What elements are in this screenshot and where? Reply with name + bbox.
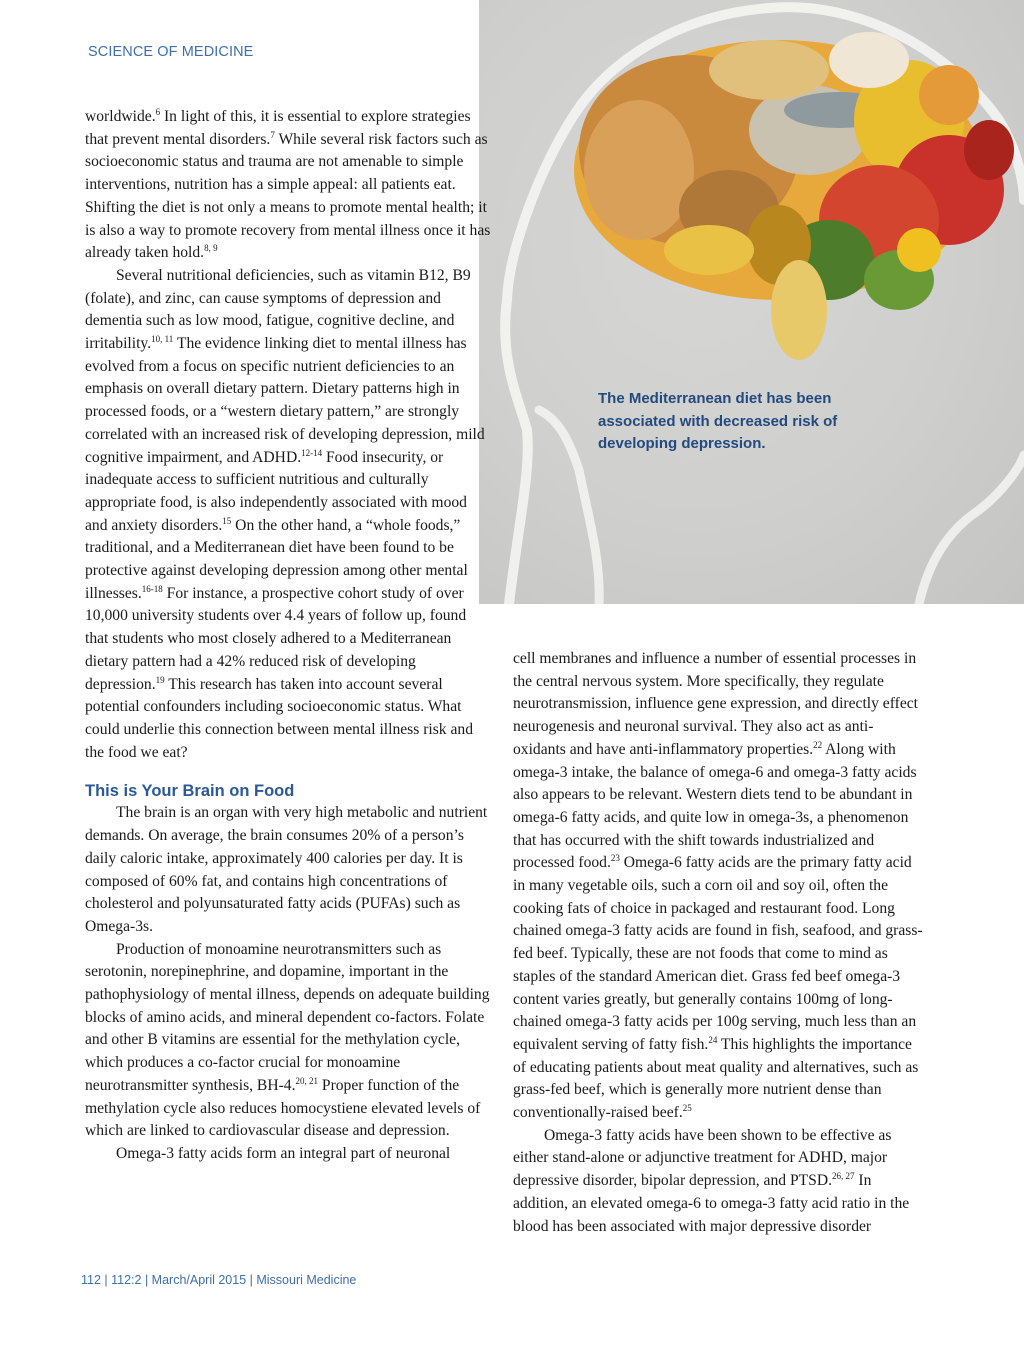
paragraph: Production of monoamine neurotransmitters such as serotonin, norepinephrine, and dopamine, important in the pathophysiology of mental illness, depends on adequate building blocks of amino acids, and mineral dependent co-factors. Folate and other B vitamins are essential for the methylation cycle, which produces a co-factor crucial for monoamine neurotransmitter synthesis, BH-4.$^{20, 21}$ Proper function of the methylation cycle also reduces homocystiene elevated levels of which are linked to cardiovascular disease and depression. xyxy=(85,940,490,1140)
footnote-ref: 15 xyxy=(222,515,232,526)
footnote-ref: 26, 27 xyxy=(832,1171,855,1182)
footnote-ref: 10, 11 xyxy=(151,334,174,345)
footnote-ref: 6 xyxy=(155,107,161,117)
footnote-ref: 24 xyxy=(708,1034,718,1045)
footnote-ref: 16-18 xyxy=(141,583,163,594)
paragraph: worldwide.$^6$ In light of this, it is essential to explore strategies that prevent mental disorders.$^7$ While several risk factors such as socioeconomic status and trauma are not amenable to simple interventions, nutrition has a simple appeal: all patients eat. Shifting the diet is not only a means to promote mental health; it is also a way to promote recovery from mental illness once it has already taken hold.$^{8, 9}$ xyxy=(85,107,491,262)
brain-food-illustration xyxy=(479,0,1024,604)
footnote-ref: 7 xyxy=(270,129,275,140)
section-heading: This is Your Brain on Food xyxy=(85,782,295,801)
footnote-ref: 12-14 xyxy=(301,447,323,458)
section-header: SCIENCE OF MEDICINE xyxy=(88,44,254,60)
right-column xyxy=(513,648,923,1238)
paragraph: cell membranes and influence a number of essential processes in the central nervous system. More specifically, they regulate neurotransmission, influence gene expression, and directly effect neurogenesis and neuronal survival. They also act as anti-oxidants and have anti-inflammatory properties.$^{22}$ Along with omega-3 intake, the balance of omega-6 and omega-3 fatty acids also appears to be relevant. Western diets tend to be abundant in omega-6 fatty acids, and quite low in omega-3s, a phenomenon that has occurred with the shift towards industrialized and processed food.$^{23}$ Omega-6 fatty acids are the primary fatty acid in many vegetable oils, such a corn oil and soy oil, often the cooking fats of choice in packaged and restaurant food. Long chained omega-3 fatty acids are found in fish, seafood, and grass-fed beef. Typically, these are not foods that come to mind as staples of the standard American diet. Grass fed beef omega-3 content varies greatly, but generally contains 100mg of long-chained omega-3 fatty acids per 100g serving, much less than an equivalent serving of fatty fish.$^{24}$ This highlights the importance of educating patients about meat quality and alternatives, such as grass-fed beef, which is generally more nutrient dense than conventionally-raised beef.$^{25}$ xyxy=(513,650,923,1122)
paragraph: Several nutritional deficiencies, such as vitamin B12, B9 (folate), and zinc, can cause symptoms of depression and dementia such as low mood, fatigue, cognitive decline, and irritability.$^{10, 11}$ The evidence linking diet to mental illness has evolved from a focus on specific nutrient deficiencies to an emphasis on overall dietary pattern. Dietary patterns high in processed foods, or a “western dietary pattern,” are strongly correlated with an increased risk of developing depression, mild cognitive impairment, and ADHD.$^{12-14}$ Food insecurity, or inadequate access to sufficient nutritious and culturally appropriate food, is also independently associated with mood and anxiety disorders.$^{15}$ On the other hand, a “whole foods,” traditional, and a Mediterranean diet have been found to be protective against developing depression among other mental illnesses.$^{16-18}$ For instance, a prospective cohort study of over 10,000 university students over 4.4 years of follow up, found that students who most closely adhered to a Mediterranean dietary pattern had a 42% reduced risk of developing depression.$^{19}$ This research has taken into account several potential confounders including socioeconomic status. What could underlie this connection between mental illness risk and the food we eat? xyxy=(85,266,485,761)
paragraph: Omega-3 fatty acids form an integral part of neuronal xyxy=(116,1144,451,1162)
footnote-ref: 19 xyxy=(155,674,165,685)
left-column xyxy=(85,106,493,1166)
page-footer: 112 | 112:2 | March/April 2015 | Missouri Medicine xyxy=(81,1273,357,1287)
paragraph: Omega-3 fatty acids have been shown to be effective as either stand-alone or adjunctive treatment for ADHD, major depressive disorder, bipolar depression, and PTSD.$^{26, 27}$ In addition, an elevated omega-6 to omega-3 fatty acid ratio in the blood has been associated with major depressive disorder xyxy=(513,1126,910,1235)
footnote-ref: 20, 21 xyxy=(295,1075,318,1086)
brain-food-photo xyxy=(479,0,1024,604)
paragraph: The brain is an organ with very high metabolic and nutrient demands. On average, the brain consumes 20% of a person’s daily caloric intake, approximately 400 calories per day. It is composed of 60% fat, and contains high concentrations of cholesterol and polyunsaturated fatty acids (PUFAs) such as Omega-3s. xyxy=(85,804,488,935)
footnote-ref: 22 xyxy=(813,739,823,750)
footnote-ref: 25 xyxy=(682,1103,692,1114)
footnote-ref: 23 xyxy=(610,853,620,864)
footnote-ref: 8, 9 xyxy=(204,243,218,254)
figure-caption: The Mediterranean diet has been associated with decreased risk of developing depression. xyxy=(598,390,838,452)
